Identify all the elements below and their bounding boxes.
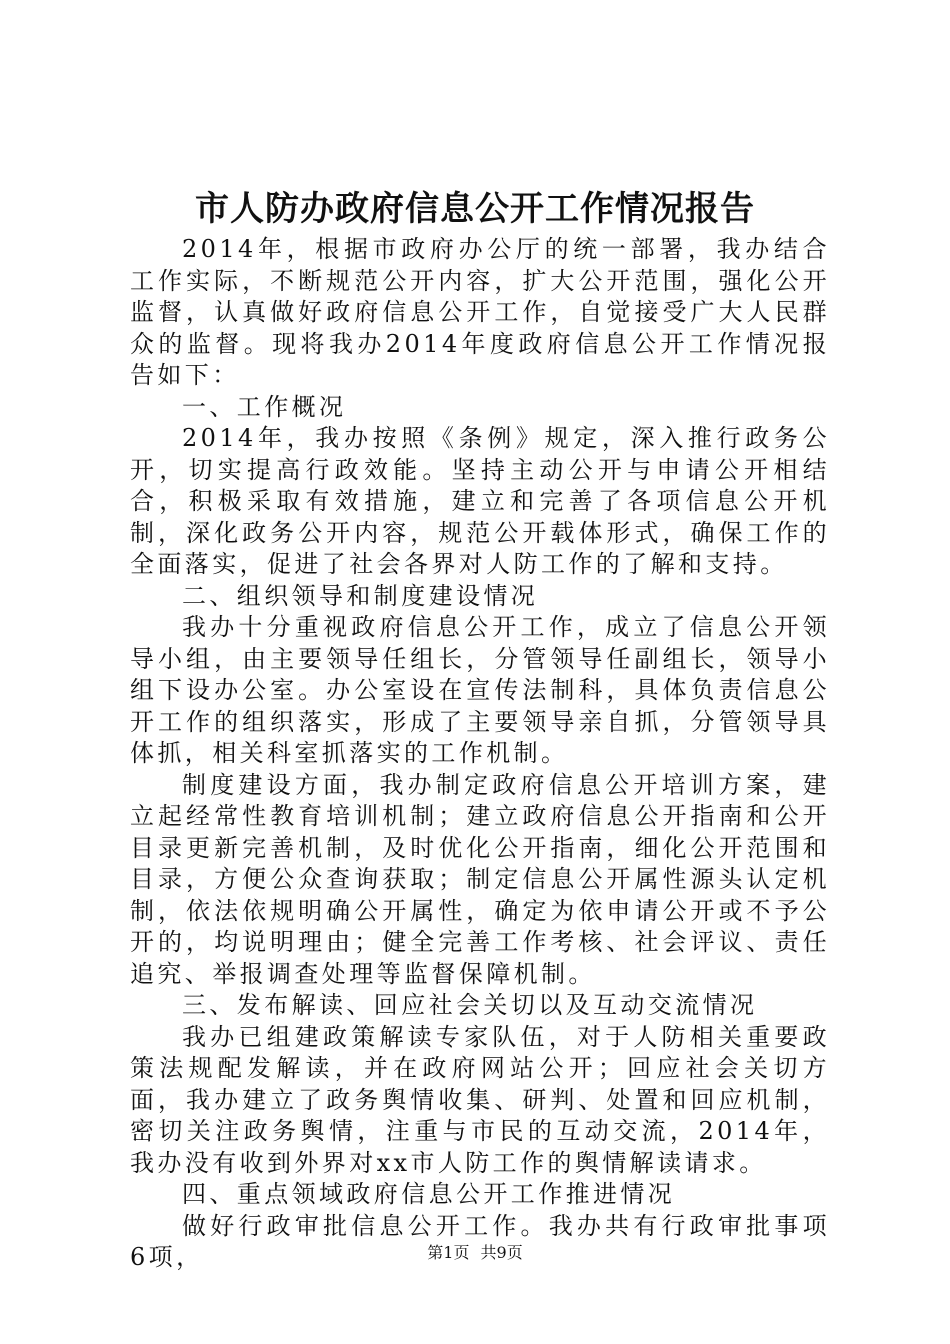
section-heading-1: 一、工作概况 [182, 392, 347, 421]
document-title: 市人防办政府信息公开工作情况报告 [195, 189, 755, 229]
organization-paragraph: 我办十分重视政府信息公开工作，成立了信息公开领导小组，由主要领导任组长，分管领导任副组长，领导小组下设办公室。办公室设在宣传法制科，具体负责信息公开工作的组织落实，形成了主要领导亲自抓，分管领导具体抓，相关科室抓落实的工作机制。 [130, 613, 830, 767]
section-heading-4: 四、重点领域政府信息公开工作推进情况 [182, 1180, 676, 1208]
section-heading-2: 二、组织领导和制度建设情况 [182, 581, 539, 610]
approval-paragraph: 做好行政审批信息公开工作。我办共有行政审批事项6项， [130, 1211, 830, 1271]
page-number: 第1页 [427, 1243, 470, 1262]
interpretation-paragraph: 我办已组建政策解读专家队伍，对于人防相关重要政策法规配发解读，并在政府网站公开；回应社会关切方面，我办建立了政务舆情收集、研判、处置和回应机制，密切关注政务舆情，注重与市民的互动交流，2014年，我办没有收到外界对xx市人防工作的舆情解读请求。 [130, 1022, 830, 1177]
document-body [130, 234, 830, 1274]
section-heading-3: 三、发布解读、回应社会关切以及互动交流情况 [182, 991, 758, 1019]
overview-paragraph: 2014年，我办按照《条例》规定，深入推行政务公开，切实提高行政效能。坚持主动公开与申请公开相结合，积极采取有效措施，建立和完善了各项信息公开机制，深化政务公开内容，规范公开载体形式，确保工作的全面落实，促进了社会各界对人防工作的了解和支持。 [130, 424, 830, 578]
intro-paragraph: 2014年，根据市政府办公厅的统一部署，我办结合工作实际，不断规范公开内容，扩大公开范围，强化公开监督，认真做好政府信息公开工作，自觉接受广大人民群众的监督。现将我办2014年度政府信息公开工作情况报告如下： [130, 235, 830, 389]
system-building-paragraph: 制度建设方面，我办制定政府信息公开培训方案，建立起经常性教育培训机制；建立政府信息公开指南和公开目录更新完善机制，及时优化公开指南，细化公开范围和目录，方便公众查询获取；制定信息公开属性源头认定机制，依法依规明确公开属性，确定为依申请公开或不予公开的，均说明理由；健全完善工作考核、社会评议、责任追究、举报调查处理等监督保障机制。 [130, 770, 830, 988]
page-total: 共9页 [480, 1243, 523, 1262]
page-footer [0, 1241, 950, 1265]
